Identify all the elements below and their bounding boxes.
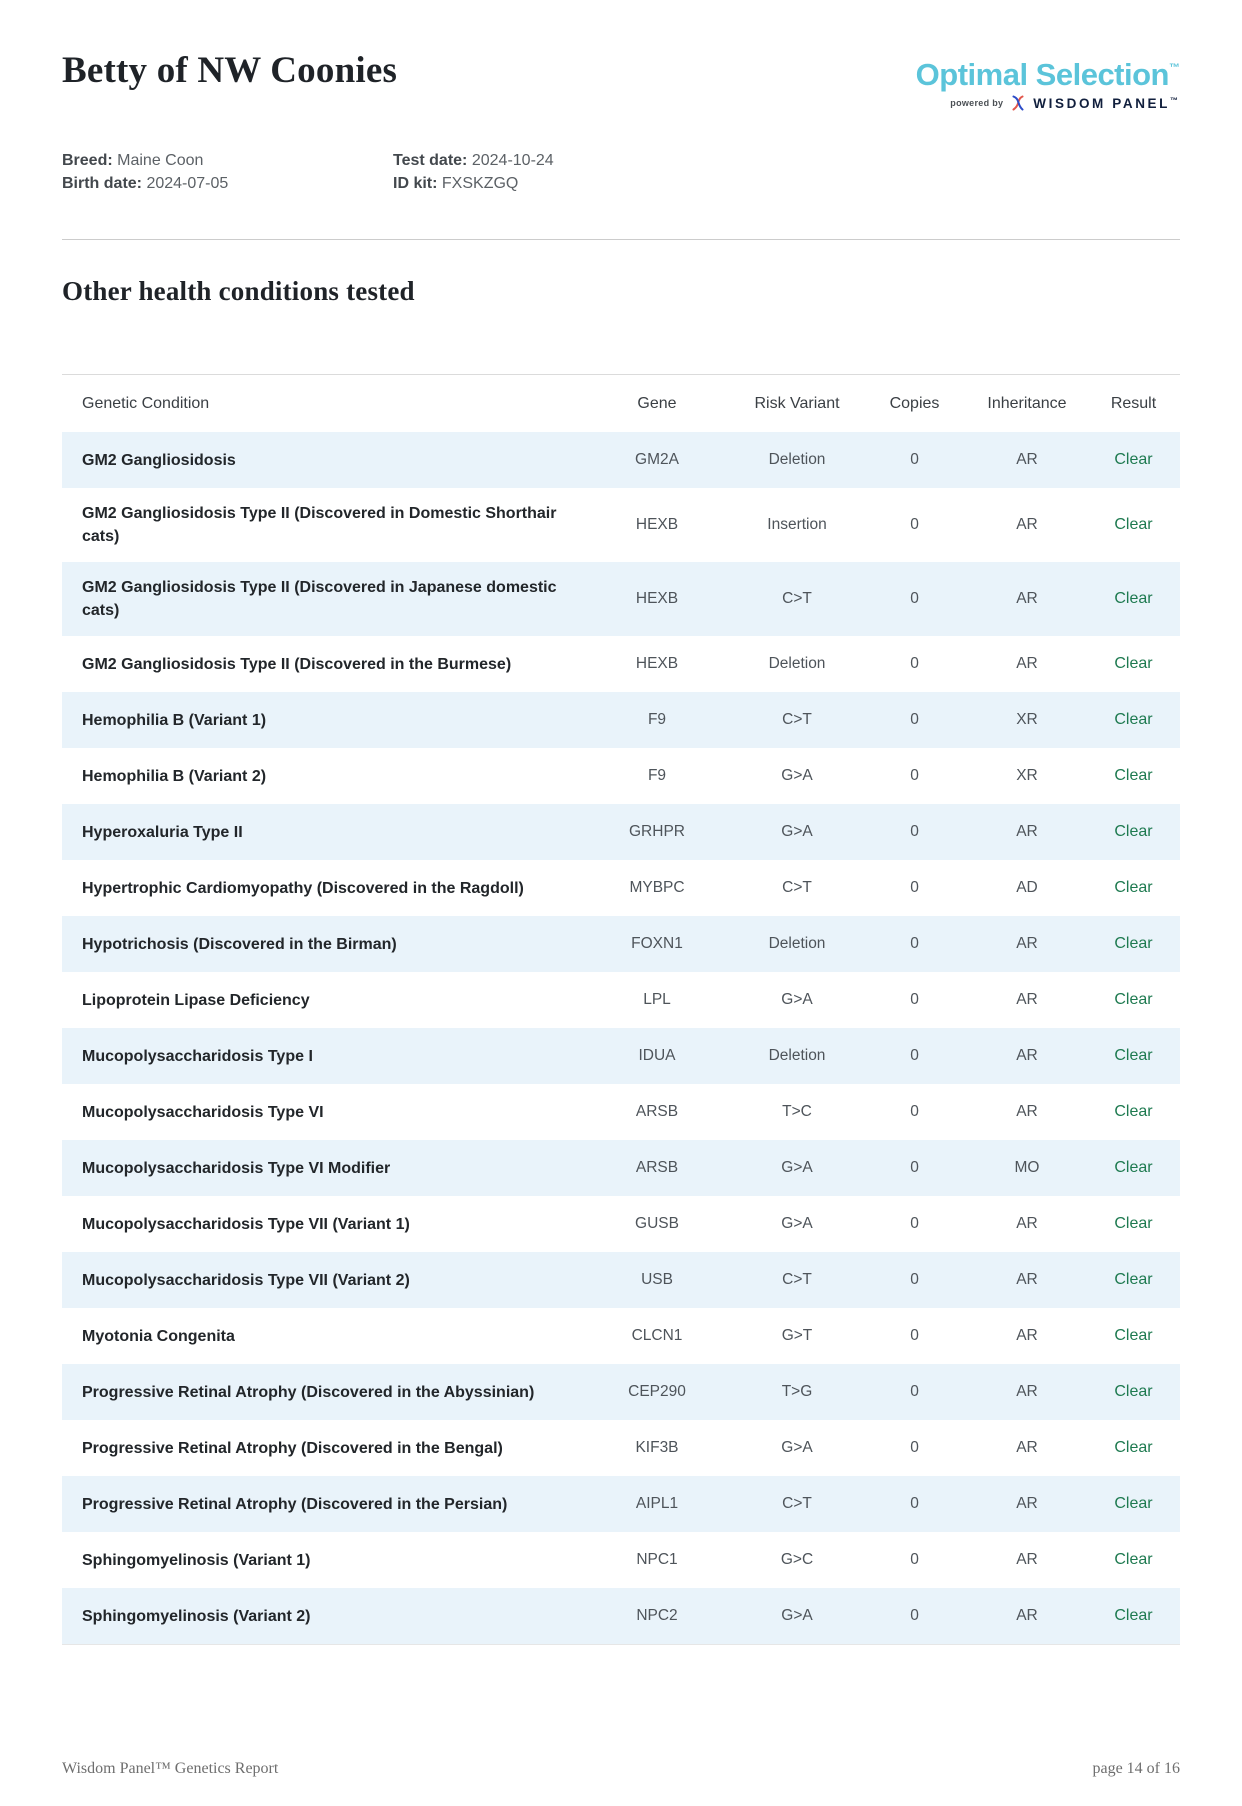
gene-cell: MYBPC — [629, 879, 685, 896]
risk-variant-cell: Insertion — [767, 516, 827, 533]
page-footer — [62, 1760, 1180, 1778]
risk-variant-cell: C>T — [782, 1495, 812, 1512]
table-row — [62, 1140, 1180, 1196]
condition-cell: Progressive Retinal Atrophy (Discovered in the Abyssinian) — [82, 1383, 535, 1401]
gene-cell: CLCN1 — [631, 1327, 683, 1344]
copies-cell: 0 — [910, 935, 919, 952]
risk-variant-cell: Deletion — [768, 935, 826, 952]
copies-cell: 0 — [910, 1383, 919, 1400]
table-row — [62, 636, 1180, 692]
inheritance-cell: AD — [1016, 879, 1038, 896]
risk-variant-cell: T>G — [781, 1383, 813, 1400]
condition-cell: Hemophilia B (Variant 1) — [82, 711, 267, 729]
condition-cell: GM2 Gangliosidosis Type II (Discovered in Japanese domestic cats) — [82, 579, 557, 619]
condition-cell: Mucopolysaccharidosis Type I — [82, 1047, 313, 1065]
inheritance-cell: AR — [1016, 1271, 1038, 1288]
table-row — [62, 1364, 1180, 1420]
table-row — [62, 1196, 1180, 1252]
report-page — [0, 50, 1242, 1645]
birth-date-line — [62, 172, 393, 195]
copies-cell: 0 — [910, 1047, 919, 1064]
table-row — [62, 972, 1180, 1028]
gene-cell: GM2A — [635, 451, 679, 468]
gene-cell: IDUA — [638, 1047, 676, 1064]
gene-cell: ARSB — [635, 1159, 679, 1176]
birth-date-value: 2024-07-05 — [146, 175, 229, 192]
column-header-result: Result — [1110, 394, 1157, 412]
powered-by-line — [950, 95, 1178, 111]
breed-label: Breed: — [62, 152, 113, 169]
table-row — [62, 1252, 1180, 1308]
table-row — [62, 1420, 1180, 1476]
risk-variant-cell: G>C — [780, 1551, 814, 1568]
copies-cell: 0 — [910, 1551, 919, 1568]
inheritance-cell: AR — [1016, 935, 1038, 952]
copies-cell: 0 — [910, 1495, 919, 1512]
condition-cell: Lipoprotein Lipase Deficiency — [82, 991, 310, 1009]
table-row — [62, 804, 1180, 860]
risk-variant-cell: G>A — [781, 1607, 813, 1624]
inheritance-cell: XR — [1016, 767, 1038, 784]
inheritance-cell: AR — [1016, 590, 1038, 607]
inheritance-cell: AR — [1016, 1215, 1038, 1232]
gene-cell: KIF3B — [635, 1439, 679, 1456]
breed-line — [62, 149, 393, 172]
result-cell: Clear — [1114, 1271, 1153, 1288]
copies-cell: 0 — [910, 823, 919, 840]
condition-cell: GM2 Gangliosidosis Type II (Discovered in the Burmese) — [82, 655, 512, 673]
inheritance-cell: AR — [1016, 823, 1038, 840]
result-cell: Clear — [1114, 1607, 1153, 1624]
pet-info-left-column — [62, 149, 393, 195]
wisdom-panel-wordmark — [1033, 96, 1178, 111]
risk-variant-cell: C>T — [782, 711, 812, 728]
copies-cell: 0 — [910, 879, 919, 896]
result-cell: Clear — [1114, 991, 1153, 1008]
page-title: Betty of NW Coonies — [62, 50, 398, 91]
gene-cell: HEXB — [635, 590, 679, 607]
inheritance-cell: AR — [1016, 516, 1038, 533]
column-header-risk-variant: Risk Variant — [754, 394, 840, 412]
footer-page-number: page 14 of 16 — [1092, 1760, 1180, 1777]
health-conditions-table — [62, 374, 1180, 1645]
column-header-gene: Gene — [637, 394, 677, 412]
condition-cell: Mucopolysaccharidosis Type VII (Variant 1) — [82, 1215, 410, 1233]
copies-cell: 0 — [910, 991, 919, 1008]
test-date-label: Test date: — [393, 152, 468, 169]
table-row — [62, 692, 1180, 748]
copies-cell: 0 — [910, 1607, 919, 1624]
risk-variant-cell: G>A — [781, 1159, 813, 1176]
result-cell: Clear — [1114, 1495, 1153, 1512]
copies-cell: 0 — [910, 767, 919, 784]
copies-cell: 0 — [910, 1159, 919, 1176]
copies-cell: 0 — [910, 1103, 919, 1120]
report-header — [62, 50, 1180, 111]
gene-cell: CEP290 — [628, 1383, 686, 1400]
result-cell: Clear — [1114, 711, 1153, 728]
result-cell: Clear — [1114, 1047, 1153, 1064]
gene-cell: NPC2 — [636, 1607, 678, 1624]
condition-cell: Hypotrichosis (Discovered in the Birman) — [82, 935, 397, 953]
table-header-row — [62, 375, 1180, 432]
copies-cell: 0 — [910, 1327, 919, 1344]
optimal-selection-logo — [916, 52, 1180, 111]
inheritance-cell: AR — [1016, 655, 1038, 672]
condition-cell: Hypertrophic Cardiomyopathy (Discovered in the Ragdoll) — [82, 879, 524, 897]
table-row — [62, 748, 1180, 804]
risk-variant-cell: G>A — [781, 767, 813, 784]
gene-cell: GRHPR — [629, 823, 685, 840]
test-date-line — [393, 149, 554, 172]
table-row — [62, 432, 1180, 488]
table-row — [62, 916, 1180, 972]
risk-variant-cell: G>A — [781, 991, 813, 1008]
result-cell: Clear — [1114, 823, 1153, 840]
copies-cell: 0 — [910, 451, 919, 468]
condition-cell: Mucopolysaccharidosis Type VII (Variant 2) — [82, 1271, 410, 1289]
gene-cell: F9 — [647, 711, 667, 728]
result-cell: Clear — [1114, 1439, 1153, 1456]
inheritance-cell: AR — [1016, 1551, 1038, 1568]
table-row — [62, 488, 1180, 562]
gene-cell: ARSB — [635, 1103, 679, 1120]
risk-variant-cell: C>T — [782, 590, 812, 607]
condition-cell: Mucopolysaccharidosis Type VI — [82, 1103, 324, 1121]
table-row — [62, 1028, 1180, 1084]
gene-cell: HEXB — [635, 655, 679, 672]
condition-cell: Mucopolysaccharidosis Type VI Modifier — [82, 1159, 391, 1177]
inheritance-cell: AR — [1016, 1047, 1038, 1064]
risk-variant-cell: G>A — [781, 1439, 813, 1456]
result-cell: Clear — [1114, 1103, 1153, 1120]
risk-variant-cell: C>T — [782, 1271, 812, 1288]
risk-variant-cell: C>T — [782, 879, 812, 896]
result-cell: Clear — [1114, 655, 1153, 672]
table-body — [62, 432, 1180, 1644]
table-row — [62, 1476, 1180, 1532]
inheritance-cell: AR — [1016, 1439, 1038, 1456]
table-row — [62, 1532, 1180, 1588]
condition-cell: Progressive Retinal Atrophy (Discovered in the Bengal) — [82, 1439, 503, 1457]
brand-trademark: ™ — [1169, 62, 1180, 74]
gene-cell: USB — [641, 1271, 673, 1288]
table-row — [62, 562, 1180, 636]
copies-cell: 0 — [910, 1439, 919, 1456]
result-cell: Clear — [1114, 1383, 1153, 1400]
copies-cell: 0 — [910, 655, 919, 672]
risk-variant-cell: Deletion — [768, 1047, 826, 1064]
partner-trademark: ™ — [1170, 95, 1178, 105]
condition-cell: Progressive Retinal Atrophy (Discovered in the Persian) — [82, 1495, 508, 1513]
result-cell: Clear — [1114, 451, 1153, 468]
condition-cell: GM2 Gangliosidosis Type II (Discovered in Domestic Shorthair cats) — [82, 505, 557, 545]
gene-cell: GUSB — [635, 1215, 679, 1232]
section-title: Other health conditions tested — [62, 276, 415, 306]
column-header-genetic-condition: Genetic Condition — [82, 394, 210, 412]
inheritance-cell: AR — [1016, 1327, 1038, 1344]
risk-variant-cell: G>A — [781, 823, 813, 840]
result-cell: Clear — [1114, 1159, 1153, 1176]
condition-cell: Hemophilia B (Variant 2) — [82, 767, 267, 785]
result-cell: Clear — [1114, 1551, 1153, 1568]
partner-name: WISDOM PANEL — [1033, 95, 1170, 111]
table-row — [62, 1084, 1180, 1140]
inheritance-cell: AR — [1016, 1495, 1038, 1512]
copies-cell: 0 — [910, 1271, 919, 1288]
result-cell: Clear — [1114, 767, 1153, 784]
gene-cell: AIPL1 — [635, 1495, 679, 1512]
id-kit-value: FXSKZGQ — [441, 175, 519, 192]
inheritance-cell: AR — [1016, 1103, 1038, 1120]
risk-variant-cell: Deletion — [768, 451, 826, 468]
id-kit-line — [393, 172, 554, 195]
condition-cell: GM2 Gangliosidosis — [82, 451, 236, 469]
condition-cell: Sphingomyelinosis (Variant 1) — [82, 1551, 311, 1569]
gene-cell: F9 — [647, 767, 667, 784]
condition-cell: Myotonia Congenita — [82, 1327, 235, 1345]
condition-cell: Hyperoxaluria Type II — [82, 823, 243, 841]
result-cell: Clear — [1114, 590, 1153, 607]
risk-variant-cell: G>A — [781, 1215, 813, 1232]
gene-cell: FOXN1 — [631, 935, 683, 952]
risk-variant-cell: Deletion — [768, 655, 826, 672]
table-row — [62, 1308, 1180, 1364]
id-kit-label: ID kit: — [393, 175, 438, 192]
result-cell: Clear — [1114, 879, 1153, 896]
table-row — [62, 1588, 1180, 1644]
test-date-value: 2024-10-24 — [471, 152, 554, 169]
inheritance-cell: AR — [1016, 451, 1038, 468]
header-divider — [62, 239, 1180, 240]
column-header-copies: Copies — [889, 394, 940, 412]
inheritance-cell: AR — [1016, 1383, 1038, 1400]
brand-name: Optimal Selection — [915, 57, 1169, 92]
risk-variant-cell: T>C — [782, 1103, 812, 1120]
powered-by-label: powered by — [950, 98, 1004, 108]
inheritance-cell: AR — [1016, 991, 1038, 1008]
column-header-inheritance: Inheritance — [987, 394, 1067, 412]
condition-cell: Sphingomyelinosis (Variant 2) — [82, 1607, 311, 1625]
breed-value: Maine Coon — [117, 152, 204, 169]
inheritance-cell: AR — [1016, 1607, 1038, 1624]
inheritance-cell: XR — [1016, 711, 1038, 728]
pet-info-right-column — [393, 149, 554, 195]
birth-date-label: Birth date: — [62, 175, 142, 192]
result-cell: Clear — [1114, 1215, 1153, 1232]
result-cell: Clear — [1114, 935, 1153, 952]
gene-cell: HEXB — [635, 516, 679, 533]
result-cell: Clear — [1114, 516, 1153, 533]
dna-helix-icon — [1010, 95, 1026, 111]
pet-info-block — [62, 149, 1180, 195]
copies-cell: 0 — [910, 516, 919, 533]
table-row — [62, 860, 1180, 916]
inheritance-cell: MO — [1014, 1159, 1040, 1176]
gene-cell: NPC1 — [636, 1551, 678, 1568]
copies-cell: 0 — [910, 1215, 919, 1232]
copies-cell: 0 — [910, 590, 919, 607]
copies-cell: 0 — [910, 711, 919, 728]
gene-cell: LPL — [643, 991, 671, 1008]
result-cell: Clear — [1114, 1327, 1153, 1344]
footer-report-title: Wisdom Panel™ Genetics Report — [62, 1760, 279, 1777]
brand-wordmark — [916, 52, 1180, 91]
risk-variant-cell: G>T — [781, 1327, 813, 1344]
